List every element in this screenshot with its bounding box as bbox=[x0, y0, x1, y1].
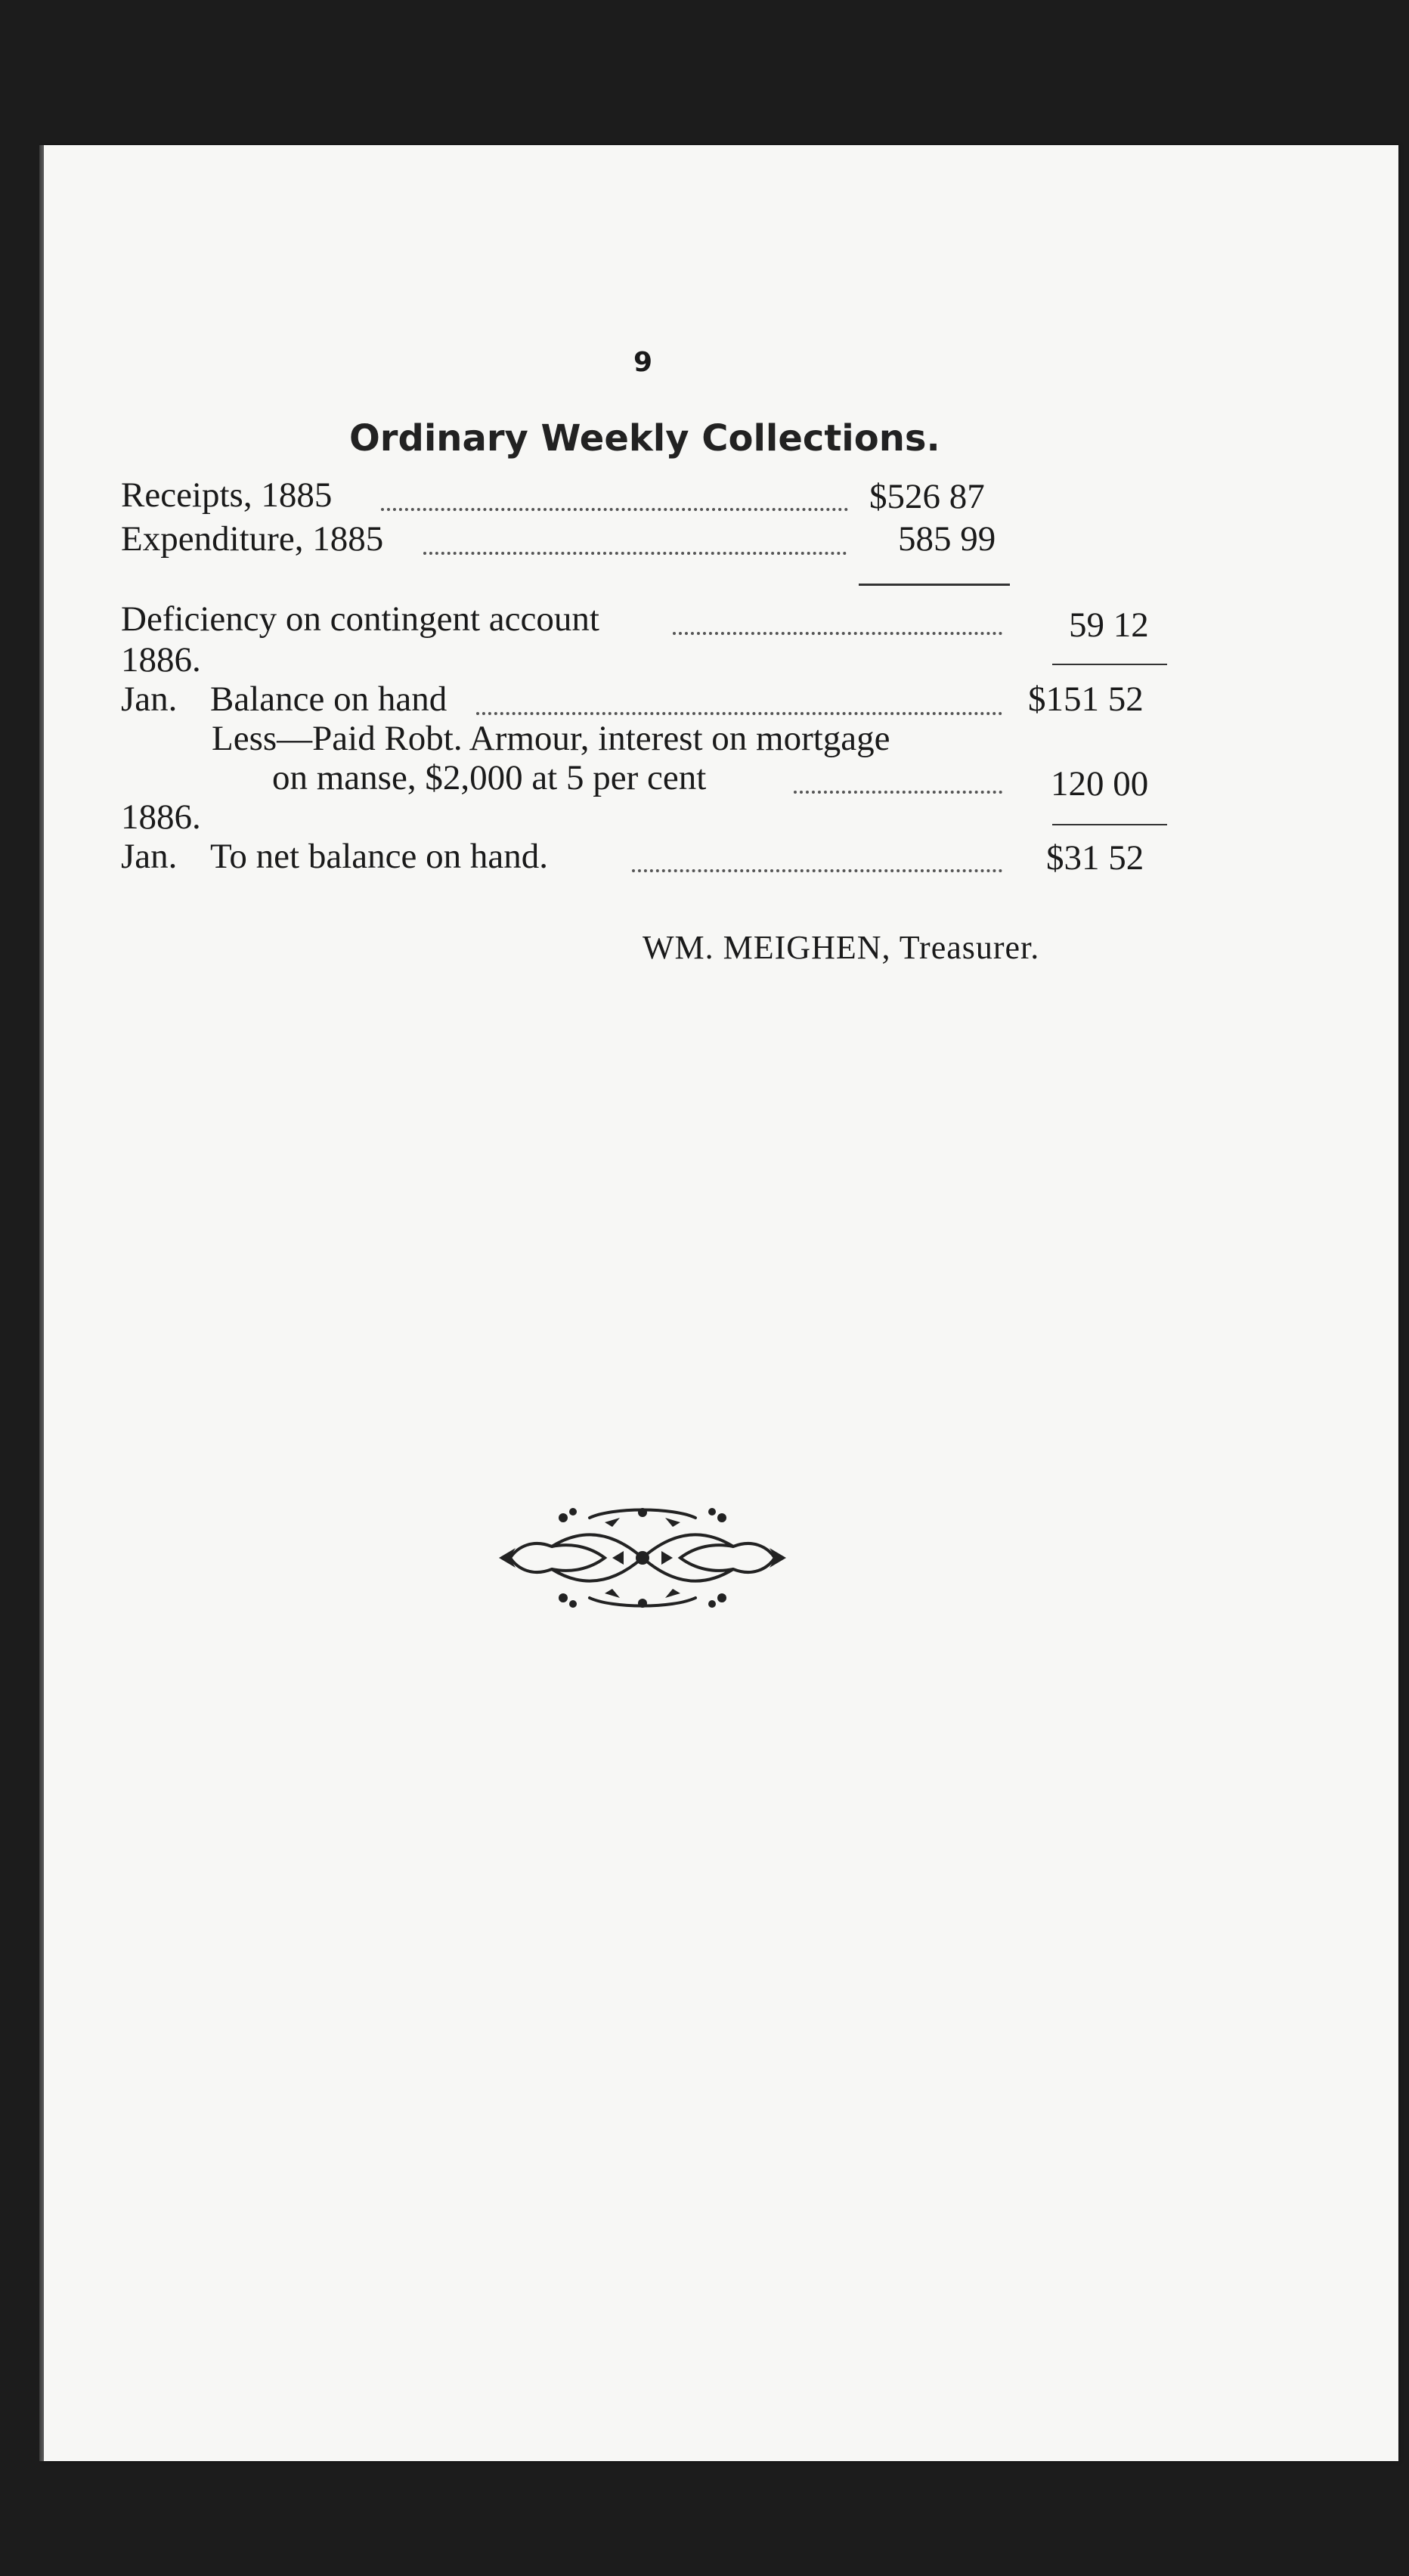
sum-rule bbox=[859, 584, 1010, 586]
net-balance-label: To net balance on hand. bbox=[210, 837, 548, 876]
receipts-amount: $526 87 bbox=[869, 477, 985, 516]
net-balance-amount: $31 52 bbox=[1046, 838, 1144, 878]
treasurer-signature: WM. MEIGHEN, Treasurer. bbox=[643, 929, 1040, 966]
expenditure-label: Expenditure, 1885 bbox=[121, 519, 384, 559]
month-label: Jan. bbox=[121, 680, 178, 719]
month-label: Jan. bbox=[121, 837, 178, 876]
deduction-line: Less—Paid Robt. Armour, interest on mortgage bbox=[212, 719, 890, 758]
deduction-amount: 120 00 bbox=[1051, 764, 1149, 803]
leader-dots bbox=[632, 869, 1002, 872]
floral-ornament-icon bbox=[499, 1501, 786, 1615]
sum-rule bbox=[1052, 824, 1167, 825]
expenditure-amount: 585 99 bbox=[898, 519, 996, 559]
page-title: Ordinary Weekly Collections. bbox=[349, 417, 940, 460]
deduction-line: on manse, $2,000 at 5 per cent bbox=[272, 758, 707, 797]
year-label: 1886. bbox=[121, 640, 201, 680]
leader-dots bbox=[794, 791, 1002, 794]
balance-amount: $151 52 bbox=[1028, 680, 1144, 719]
receipts-label: Receipts, 1885 bbox=[121, 475, 333, 515]
leader-dots bbox=[476, 712, 1002, 715]
balance-label: Balance on hand bbox=[210, 680, 447, 719]
page-number: 9 bbox=[633, 347, 653, 378]
deficiency-label: Deficiency on contingent account bbox=[121, 599, 599, 639]
year-label: 1886. bbox=[121, 797, 201, 837]
deficiency-amount: 59 12 bbox=[1069, 605, 1149, 645]
leader-dots bbox=[381, 508, 848, 511]
leader-dots bbox=[423, 552, 847, 555]
leader-dots bbox=[673, 632, 1002, 635]
sum-rule bbox=[1052, 664, 1167, 665]
